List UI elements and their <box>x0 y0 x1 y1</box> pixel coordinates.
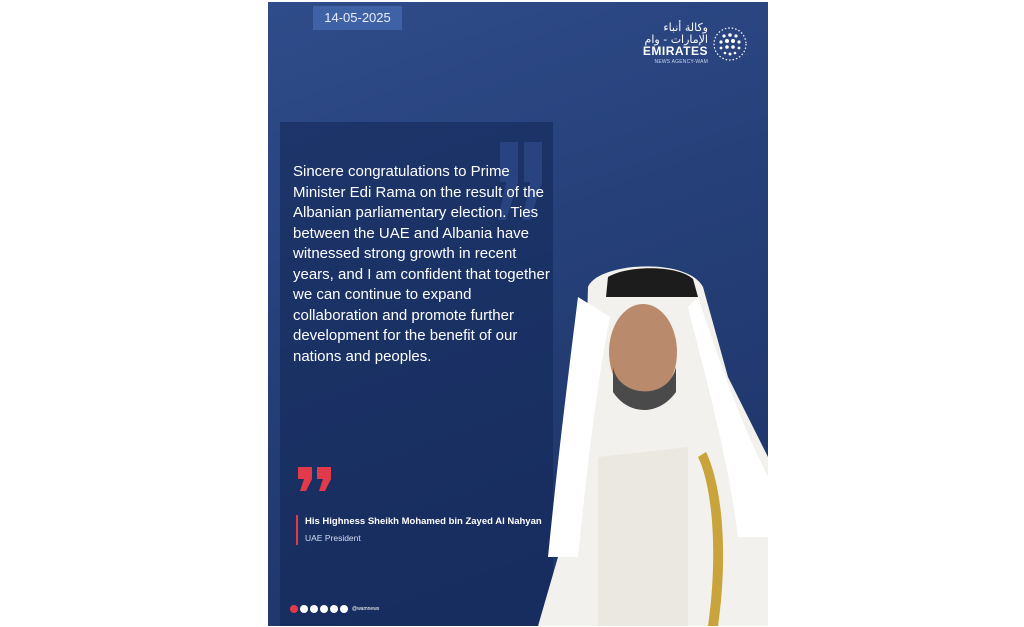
logo-subtitle: NEWS AGENCY-WAM <box>654 59 708 65</box>
youtube-icon[interactable] <box>310 605 318 613</box>
news-quote-card <box>268 2 768 626</box>
dotted-globe-icon <box>712 26 748 62</box>
social-bar <box>290 603 379 615</box>
portrait-photo <box>538 257 768 626</box>
instagram-icon[interactable] <box>320 605 328 613</box>
wam-brand-icon[interactable] <box>290 605 298 613</box>
facebook-icon[interactable] <box>330 605 338 613</box>
attribution-name: His Highness Sheikh Mohamed bin Zayed Al Nahyan <box>305 516 542 527</box>
x-icon[interactable] <box>300 605 308 613</box>
quote-text: Sincere congratulations to Prime Minister Edi Rama on the result of the Albanian parliamentary election. Ties between the UAE and Albania have witnessed strong growth in recent years, and I am confident that together we can continue to expand collaboration and promote further development for the benefit of our nations and peoples. <box>293 163 550 365</box>
attribution-title: UAE President <box>305 533 361 543</box>
date-badge: 14-05-2025 <box>313 6 402 30</box>
social-handle[interactable]: @wamnews <box>352 606 380 612</box>
attribution <box>296 515 542 545</box>
wam-logo <box>638 22 748 70</box>
quote-mark-icon <box>296 465 336 493</box>
logo-name: EMIRATES <box>642 44 708 58</box>
logo-arabic-text: وكالة أنباء الإمارات - وام <box>644 21 708 46</box>
threads-icon[interactable] <box>340 605 348 613</box>
